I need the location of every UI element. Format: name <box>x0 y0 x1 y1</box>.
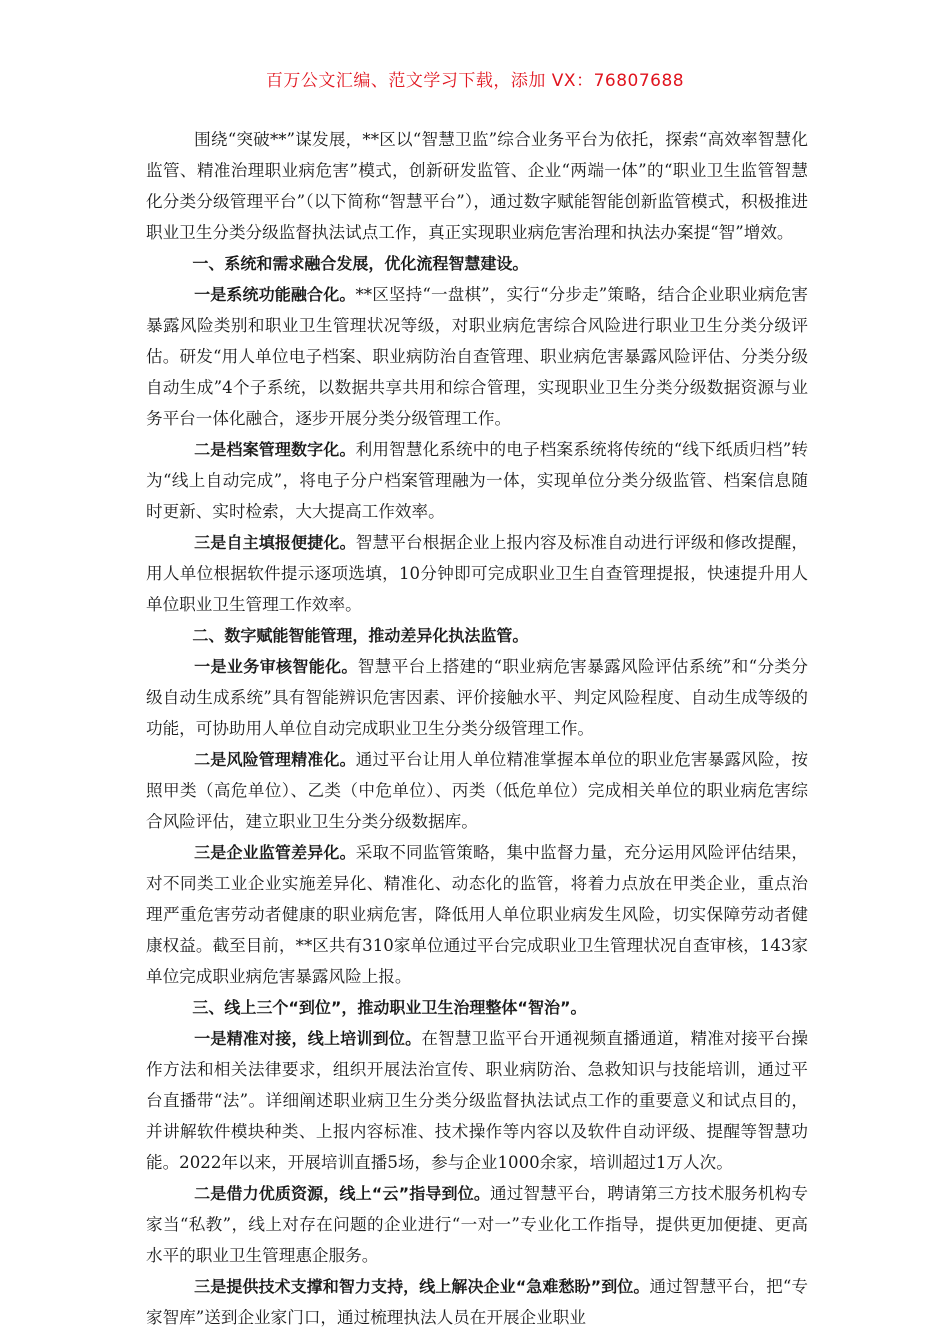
intro-paragraph: 围绕“突破**”谋发展，**区以“智慧卫监”综合业务平台为依托，探索“高效率智慧化监管、精准治理职业病危害”模式，创新研发监管、企业“两端一体”的“职业卫生监管智慧化分类分级管理平台”（以下简称“智慧平台”），通过数字赋能智能创新监管模式，积极推进职业卫生分类分级监督执法试点工作，真正实现职业病危害治理和执法办案提“智”增效。 <box>146 130 808 242</box>
item-text: 智慧平台上搭建的“职业病危害暴露风险评估系统”和“分类分级自动生成系统”具有智能辨识危害因素、评价接触水平、判定风险程度、自动生成等级的功能，可协助用人单位自动完成职业卫生分类分级管理工作。 <box>146 657 808 738</box>
item-text: 通过智慧平台，聘请第三方技术服务机构专家当“私教”，线上对存在问题的企业进行“一对一”专业化工作指导，提供更加便捷、更高水平的职业卫生管理惠企服务。 <box>146 1184 808 1265</box>
document-body <box>146 124 808 1333</box>
header-banner: 百万公文汇编、范文学习下载，添加 VX：76807688 <box>265 71 685 91</box>
item-text: 通过平台让用人单位精准掌握本单位的职业危害暴露风险，按照甲类（高危单位）、乙类（中危单位）、丙类（低危单位）完成相关单位的职业病危害综合风险评估，建立职业卫生分类分级数据库。 <box>146 750 808 831</box>
item-lead: 二是风险管理精准化。 <box>194 750 356 769</box>
item-text: **区坚持“一盘棋”，实行“分步走”策略，结合企业职业病危害暴露风险类别和职业卫生管理状况等级，对职业病危害综合风险进行职业卫生分类分级评估。研发“用人单位电子档案、职业病防治自查管理、职业病危害暴露风险评估、分类分级自动生成”4个子系统，以数据共享共用和综合管理，实现职业卫生分类分级数据资源与业务平台一体化融合，逐步开展分类分级管理工作。 <box>146 285 808 428</box>
item-lead: 三是提供技术支撑和智力支持，线上解决企业“急难愁盼”到位。 <box>194 1277 650 1296</box>
item-text: 利用智慧化系统中的电子档案系统将传统的“线下纸质归档”转为“线上自动完成”，将电子分户档案管理融为一体，实现单位分类分级监管、档案信息随时更新、实时检索，大大提高工作效率。 <box>146 440 808 521</box>
item-lead: 三是自主填报便捷化。 <box>194 533 356 552</box>
section-2-item-1 <box>146 651 808 744</box>
section-1-item-2 <box>146 434 808 527</box>
section-3-heading: 三、线上三个“到位”，推动职业卫生治理整体“智治”。 <box>192 998 587 1017</box>
section-1-item-3 <box>146 527 808 620</box>
item-text: 智慧平台根据企业上报内容及标准自动进行评级和修改提醒，用人单位根据软件提示逐项选填，10分钟即可完成职业卫生自查管理提报，快速提升用人单位职业卫生管理工作效率。 <box>146 533 808 614</box>
section-2-item-2 <box>146 744 808 837</box>
item-text: 采取不同监管策略，集中监督力量，充分运用风险评估结果，对不同类工业企业实施差异化、精准化、动态化的监管，将着力点放在甲类企业，重点治理严重危害劳动者健康的职业病危害，降低用人单位职业病发生风险，切实保障劳动者健康权益。截至目前，**区共有310家单位通过平台完成职业卫生管理状况自查审核，143家单位完成职业病危害暴露风险上报。 <box>146 843 808 986</box>
section-3-item-3 <box>146 1271 808 1333</box>
item-lead: 二是借力优质资源，线上“云”指导到位。 <box>194 1184 491 1203</box>
section-1-heading: 一、系统和需求融合发展，优化流程智慧建设。 <box>192 254 529 273</box>
item-lead: 二是档案管理数字化。 <box>194 440 356 459</box>
item-lead: 一是精准对接，线上培训到位。 <box>194 1029 422 1048</box>
item-text: 在智慧卫监平台开通视频直播通道，精准对接平台操作方法和相关法律要求，组织开展法治宣传、职业病防治、急救知识与技能培训，通过平台直播带“法”。详细阐述职业病卫生分类分级监督执法试点工作的重要意义和试点目的，并讲解软件模块种类、上报内容标准、技术操作等内容以及软件自动评级、提醒等智慧功能。2022年以来，开展培训直播5场，参与企业1000余家，培训超过1万人次。 <box>146 1029 808 1172</box>
section-2-item-3 <box>146 837 808 992</box>
item-lead: 三是企业监管差异化。 <box>194 843 356 862</box>
section-3-item-2 <box>146 1178 808 1271</box>
section-3-item-1 <box>146 1023 808 1178</box>
section-1-item-1 <box>146 279 808 434</box>
section-2-heading: 二、数字赋能智能管理，推动差异化执法监管。 <box>192 626 529 645</box>
item-lead: 一是业务审核智能化。 <box>194 657 358 676</box>
item-text: 通过智慧平台，把“专家智库”送到企业家门口，通过梳理执法人员在开展企业职业 <box>146 1277 808 1327</box>
item-lead: 一是系统功能融合化。 <box>194 285 356 304</box>
